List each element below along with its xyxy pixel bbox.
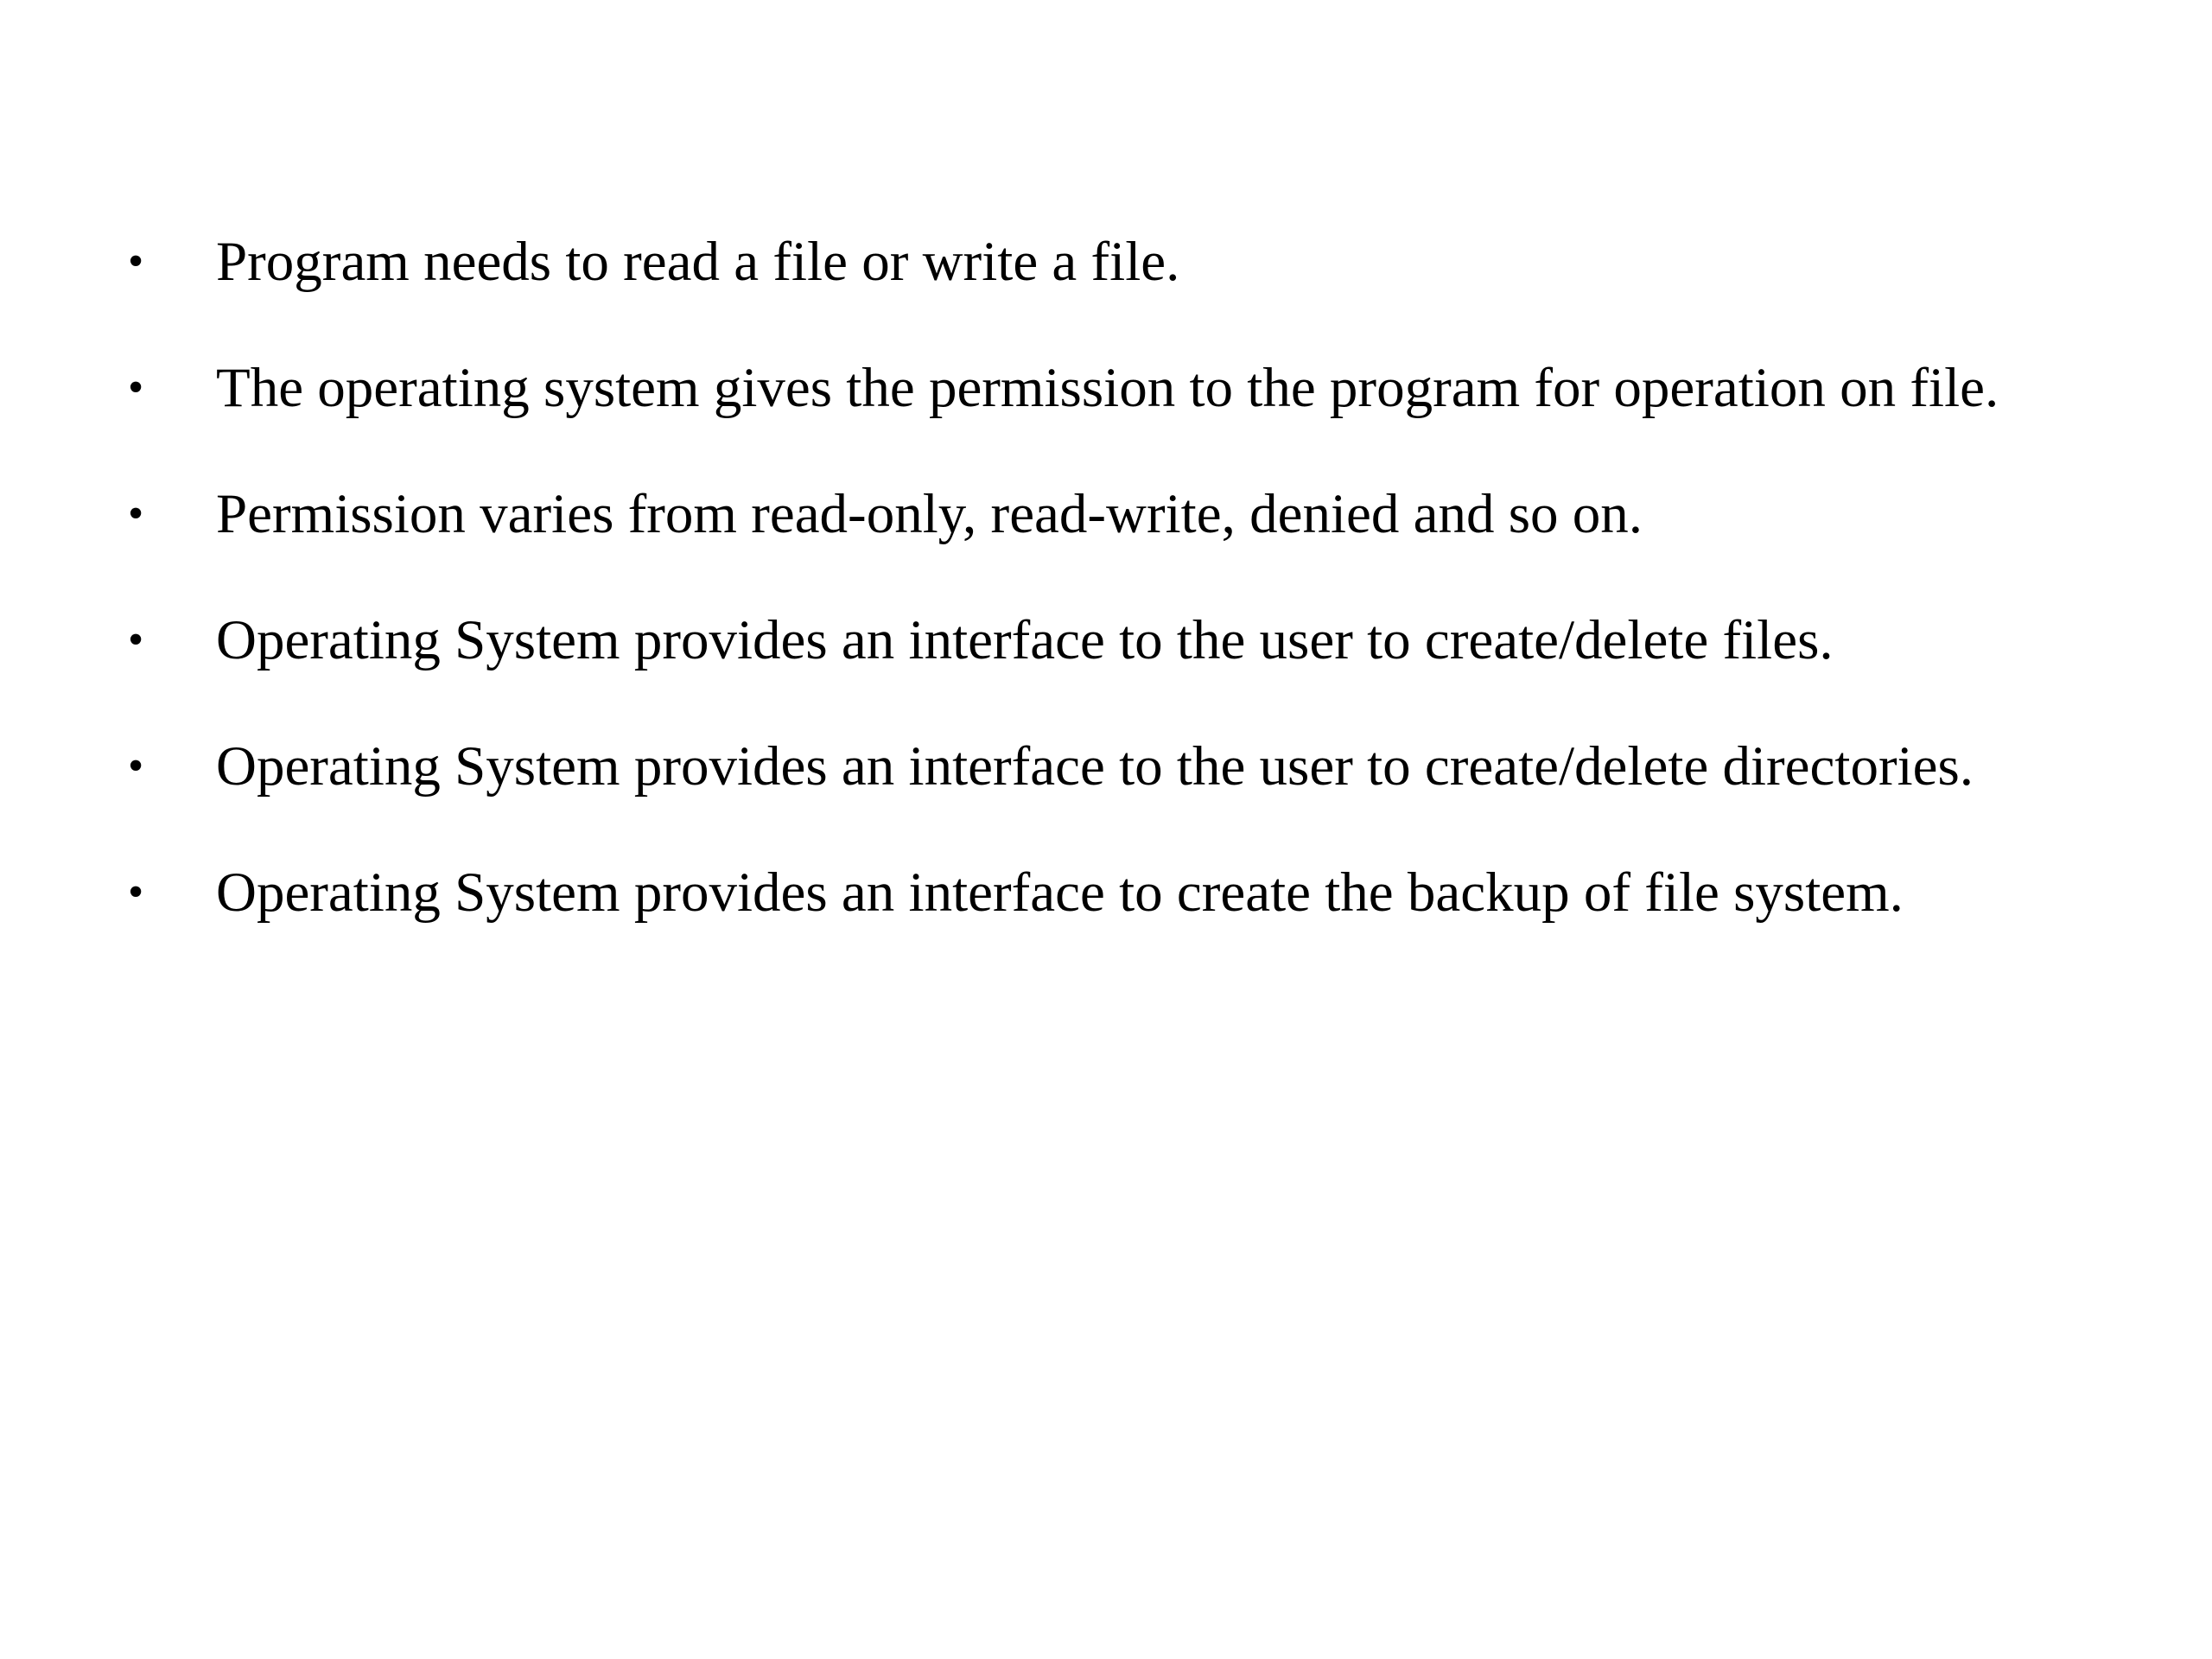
bullet-text: Operating System provides an interface to the user to create/delete directories. — [216, 735, 1974, 798]
bullet-text: Operating System provides an interface to create the backup of file system. — [216, 861, 1904, 924]
bullet-marker: • — [128, 237, 144, 286]
list-item — [128, 206, 2084, 318]
bullet-text: The operating system gives the permission to the program for operation on file. — [216, 357, 1999, 419]
list-item — [128, 836, 2084, 949]
bullet-list — [128, 206, 2084, 963]
bullet-marker: • — [128, 489, 144, 538]
bullet-marker: • — [128, 363, 144, 412]
list-item — [128, 710, 2084, 823]
list-item — [128, 332, 2084, 444]
bullet-text: Program needs to read a file or write a file. — [216, 231, 1180, 293]
bullet-text: Permission varies from read-only, read-write, denied and so on. — [216, 483, 1643, 545]
bullet-marker: • — [128, 741, 144, 791]
bullet-marker: • — [128, 615, 144, 664]
list-item — [128, 458, 2084, 570]
bullet-marker: • — [128, 868, 144, 917]
bullet-text: Operating System provides an interface to the user to create/delete files. — [216, 609, 1834, 671]
list-item — [128, 584, 2084, 696]
